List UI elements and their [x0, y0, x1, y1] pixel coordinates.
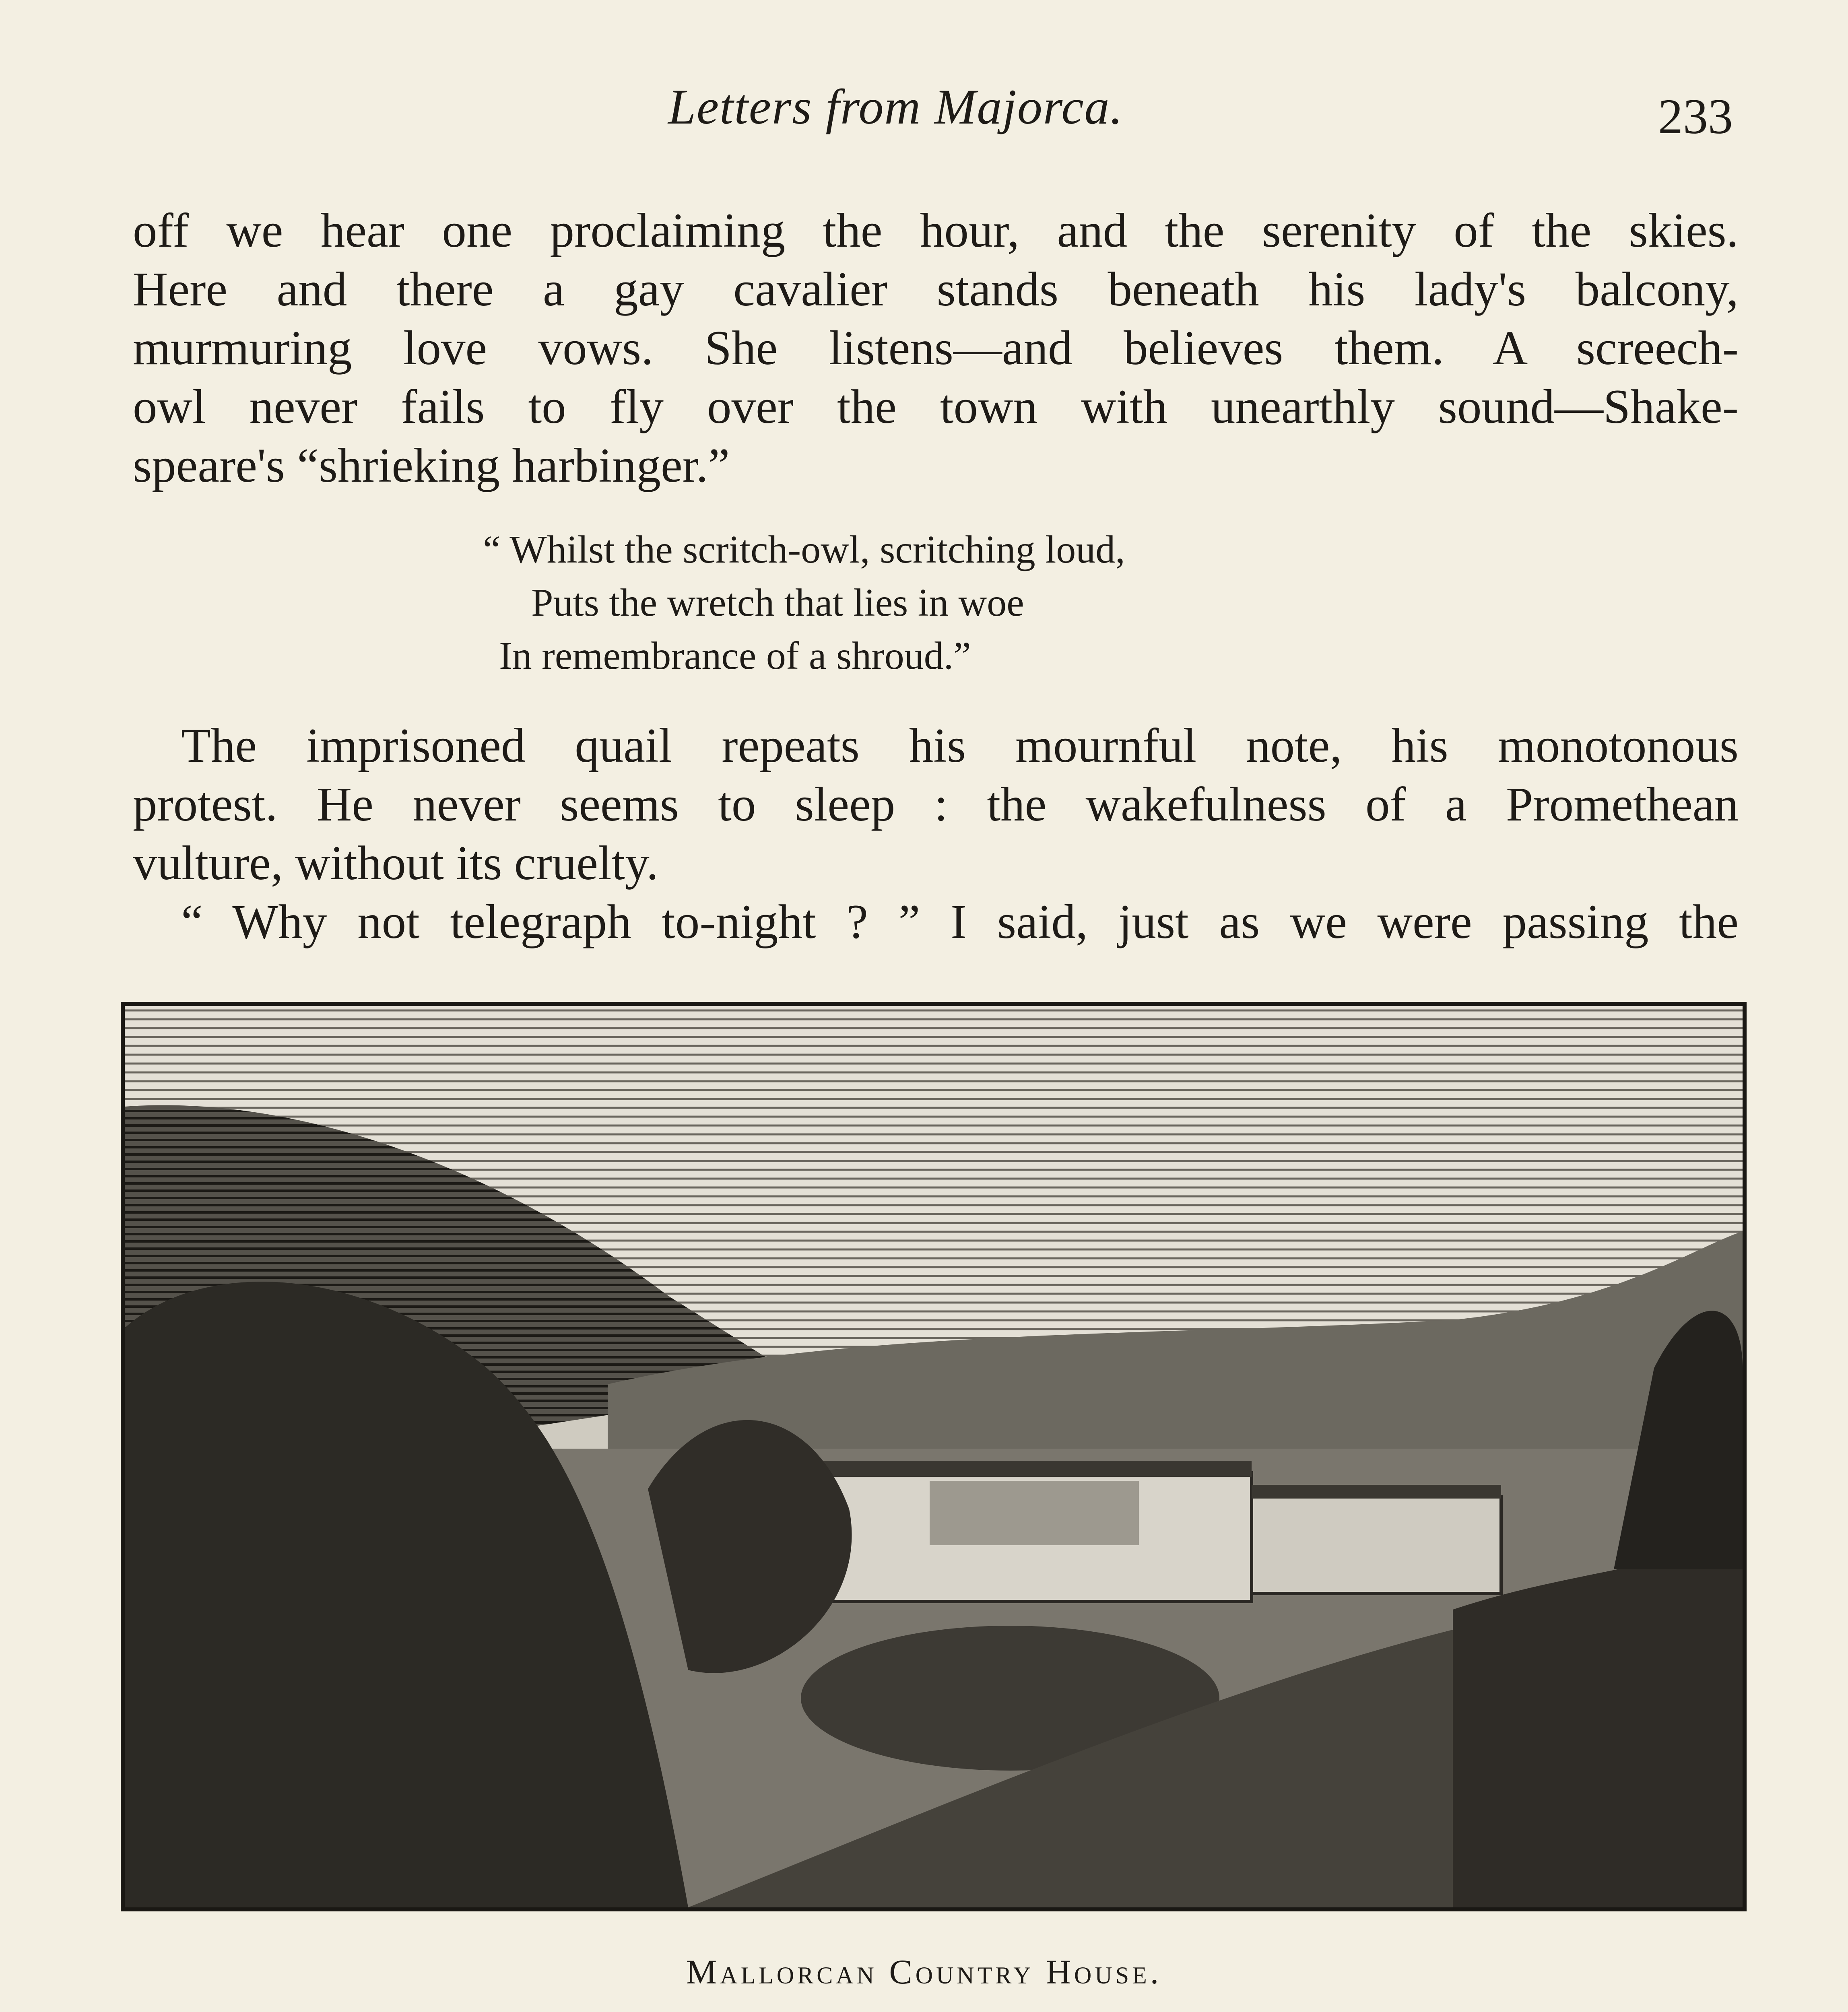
engraving-illustration [121, 1002, 1747, 1911]
text-line: speare's “shrieking harbinger.” [133, 439, 730, 493]
text-line: vulture, without its cruelty. [133, 836, 659, 890]
text-line: “ Why not telegraph to-night ? ” I said, just as we were passing the [181, 895, 1739, 949]
verse-line: “ Whilst the scritch-owl, scritching loud, [483, 528, 1125, 571]
verse-quote [483, 523, 1449, 682]
country-house-engraving [125, 1006, 1743, 1907]
text-line: The imprisoned quail repeats his mournful note, his monotonous [181, 719, 1739, 773]
verse-line: Puts the wretch that lies in woe [531, 581, 1024, 625]
running-head [0, 78, 1848, 147]
figure-caption: Mallorcan Country House. [686, 1952, 1162, 1991]
text-line: off we hear one proclaiming the hour, and the serenity of the skies. [133, 204, 1739, 258]
running-title: Letters from Majorca. [668, 79, 1124, 134]
text-line: murmuring love vows. She listens—and believes them. A screech- [133, 321, 1739, 375]
text-line: protest. He never seems to sleep : the wakefulness of a Promethean [133, 777, 1739, 831]
quail-paragraph [133, 716, 1739, 951]
text-line: owl never fails to fly over the town with unearthly sound—Shake- [133, 380, 1739, 434]
verse-line: In remembrance of a shroud.” [499, 634, 971, 678]
top-paragraph [133, 201, 1739, 495]
text-line: Here and there a gay cavalier stands beneath his lady's balcony, [133, 262, 1739, 316]
page-number: 233 [1658, 89, 1733, 144]
